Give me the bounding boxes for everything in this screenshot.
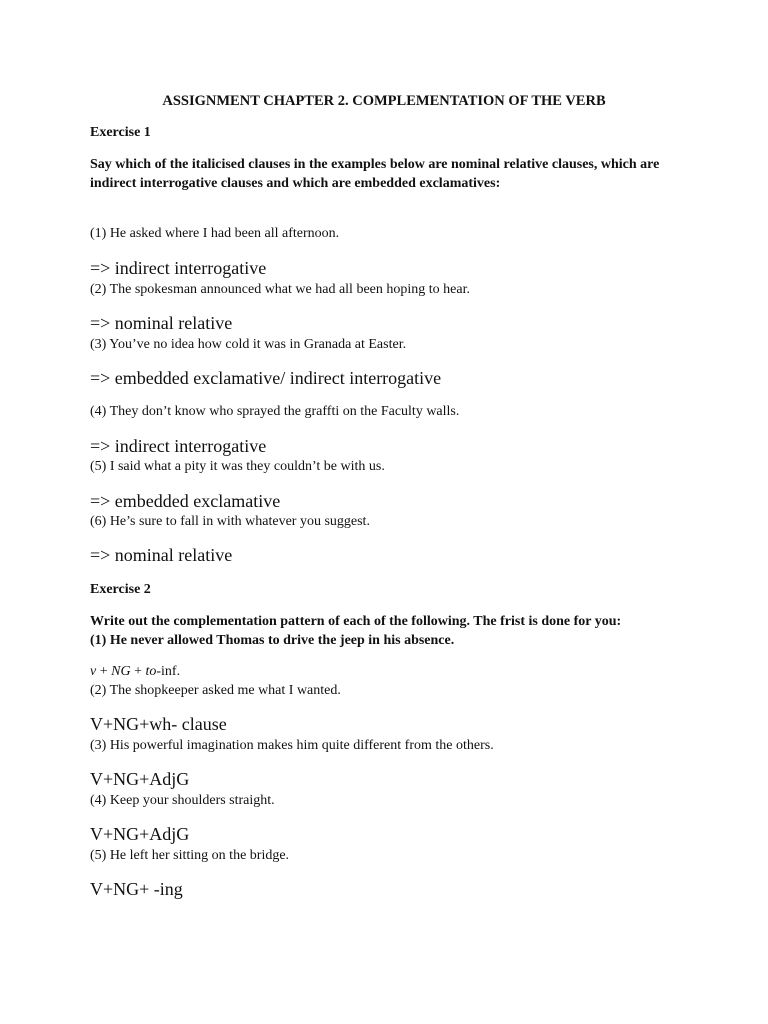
pattern-v: v: [90, 664, 97, 679]
exercise-1-answer-5: => embedded exclamative: [90, 491, 281, 511]
exercise-2-sentence-2: (2) The shopkeeper asked me what I wanted.: [90, 683, 341, 698]
pattern-to: to: [145, 664, 157, 679]
exercise-1-instruction-line-2: indirect interrogative clauses and which are embedded exclamatives:: [90, 176, 501, 191]
exercise-2-answer-4: V+NG+AdjG: [90, 824, 190, 844]
exercise-1-answer-4: => indirect interrogative: [90, 436, 267, 456]
exercise-2-instruction-line-1: Write out the complementation pattern of each of the following. The frist is done for you:: [90, 614, 622, 629]
exercise-1-sentence-2: (2) The spokesman announced what we had all been hoping to hear.: [90, 282, 470, 297]
exercise-2-answer-3: V+NG+AdjG: [90, 769, 190, 789]
exercise-2-answer-5: V+NG+ -ing: [90, 879, 183, 899]
exercise-1-heading: Exercise 1: [90, 125, 151, 140]
exercise-1-answer-3: => embedded exclamative/ indirect interrogative: [90, 368, 442, 388]
page-title: ASSIGNMENT CHAPTER 2. COMPLEMENTATION OF THE VERB: [162, 93, 606, 109]
exercise-1-sentence-5: (5) I said what a pity it was they couldn’t be with us.: [90, 459, 385, 474]
pattern-ng: NG: [111, 664, 131, 679]
exercise-1-sentence-6: (6) He’s sure to fall in with whatever you suggest.: [90, 514, 370, 529]
exercise-2-heading: Exercise 2: [90, 582, 151, 597]
exercise-1-sentence-4: (4) They don’t know who sprayed the graffti on the Faculty walls.: [90, 404, 460, 419]
pattern-plus-1: +: [96, 664, 112, 679]
exercise-2-example-pattern: [90, 664, 180, 680]
pattern-inf: -inf.: [156, 664, 181, 679]
exercise-1-sentence-1: (1) He asked where I had been all afternoon.: [90, 226, 340, 241]
exercise-1-answer-1: => indirect interrogative: [90, 258, 267, 278]
exercise-1-instruction-line-1: Say which of the italicised clauses in the examples below are nominal relative clauses, which are: [90, 157, 660, 172]
exercise-2-sentence-3: (3) His powerful imagination makes him quite different from the others.: [90, 738, 494, 753]
exercise-2-sentence-5: (5) He left her sitting on the bridge.: [90, 848, 290, 863]
exercise-1-answer-6: => nominal relative: [90, 545, 233, 565]
exercise-1-answer-2: => nominal relative: [90, 313, 233, 333]
exercise-2-instruction-line-2: (1) He never allowed Thomas to drive the jeep in his absence.: [90, 633, 455, 648]
exercise-1-sentence-3: (3) You’ve no idea how cold it was in Granada at Easter.: [90, 337, 407, 352]
exercise-2-sentence-4: (4) Keep your shoulders straight.: [90, 793, 275, 808]
exercise-2-answer-2: V+NG+wh- clause: [90, 714, 227, 734]
pattern-plus-2: +: [130, 664, 146, 679]
